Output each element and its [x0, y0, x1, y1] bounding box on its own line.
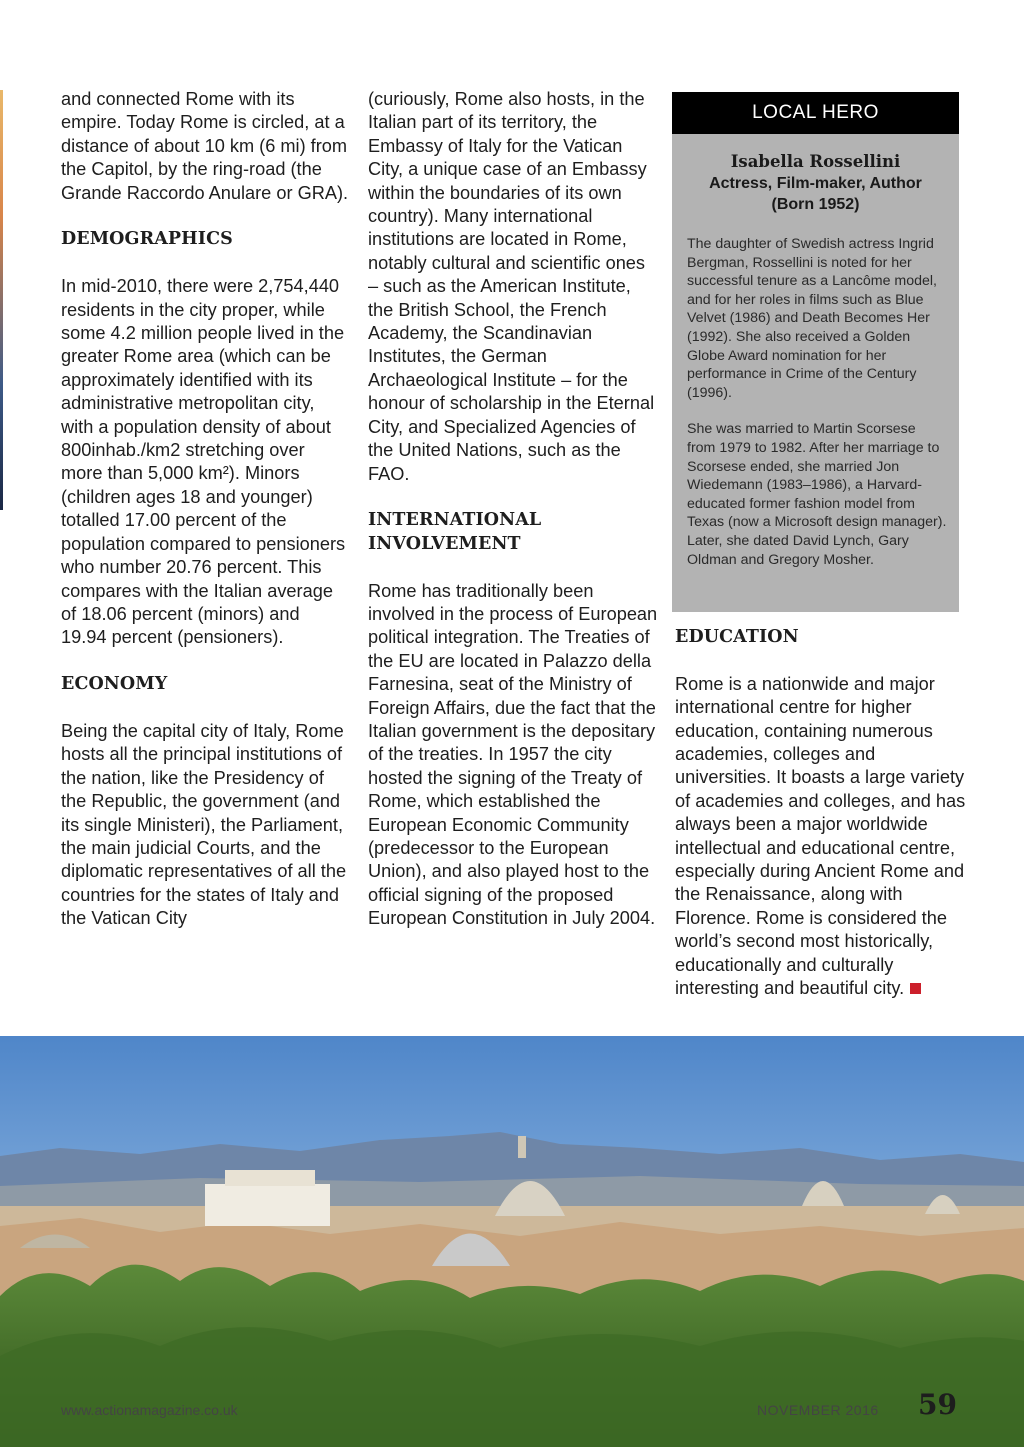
education-heading: EDUCATION	[675, 627, 799, 647]
international-heading: INTERNATIONAL INVOLVEMENT	[368, 510, 542, 554]
sidebar-paragraph-2: She was married to Martin Scorsese from 1979 to 1982. After her marriage to Scorsese ended, she married Jon Wiedemann (1983–1986), a Harvard-educated former fashion model from Texas (now a Microsoft design manager). Later, she dated David Lynch, Gary Oldman and Gregory Mosher.	[687, 421, 947, 568]
rome-skyline-photo	[0, 1036, 1024, 1447]
sidebar-name: Isabella Rossellini	[730, 152, 901, 171]
footer-url: www.actionamagazine.co.uk	[61, 1402, 238, 1418]
economy-heading: ECONOMY	[61, 674, 168, 695]
page-number: 59	[918, 1388, 957, 1421]
column-2	[368, 88, 660, 954]
demographics-heading: DEMOGRAPHICS	[61, 229, 233, 250]
footer-date: NOVEMBER 2016	[757, 1402, 879, 1418]
column-3	[675, 626, 970, 1024]
education-text-body: Rome is a nationwide and major international centre for higher education, containing numerous academies, colleges and universities. It boasts a large variety of academies and colleges, and has always been a major worldwide intellectual and educational centre, especially during Ancient Rome and the Renaissance, along with Florence. Rome is considered the world’s second most historically, educationally and culturally interesting and beautiful city.	[675, 673, 966, 999]
end-mark-icon	[910, 983, 921, 994]
demographics-text: In mid-2010, there were 2,754,440 residents in the city proper, while some 4.2 million people lived in the greater Rome area (which can be approximately identified with its administrative metropolitan city, with a population density of about 800inhab./km2 stretching over more than 5,000 km²). Minors (children ages 18 and younger) totalled 17.00 percent of the population compared to pensioners who number 20.76 percent. This compares with the Italian average of 18.06 percent (minors) and 19.94 percent (pensioners).	[61, 276, 346, 648]
education-text	[675, 673, 970, 1001]
sidebar-header: LOCAL HERO	[672, 92, 959, 134]
sidebar-role: Actress, Film-maker, Author	[709, 175, 922, 192]
sidebar-born: (Born 1952)	[771, 196, 860, 213]
column-1	[61, 88, 349, 954]
column1-intro: and connected Rome with its empire. Today Rome is circled, at a distance of about 10 km (6 mi) from the Capitol, by the ring-road (the Grande Raccordo Anulare or GRA).	[61, 89, 349, 203]
column2-intro: (curiously, Rome also hosts, in the Italian part of its territory, the Embassy of Italy for the Vatican City, a unique case of an Embassy within the boundaries of its own country). Many international institutions are located in Rome, notably cultural and scientific ones – such as the American Institute, the British School, the French Academy, the Scandinavian Institutes, the German Archaeological Institute – for the honour of scholarship in the Eternal City, and Specialized Agencies of the United Nations, such as the FAO.	[368, 89, 655, 484]
international-text: Rome has traditionally been involved in the process of European political integration. The Treaties of the EU are located in Palazzo della Farnesina, seat of the Ministry of Foreign Affairs, due the fact that the Italian government is the depositary of the treaties. In 1957 the city hosted the signing of the Treaty of Rome, which established the European Economic Community (predecessor to the European Union), and also played host to the official signing of the proposed European Constitution in July 2004.	[368, 580, 658, 929]
left-edge-image-strip	[0, 90, 3, 510]
economy-text: Being the capital city of Italy, Rome hosts all the principal institutions of the nation, like the Presidency of the Republic, the government (and its single Ministeri), the Parliament, the main judicial Courts, and the diplomatic representatives of all the countries for the states of Italy and the Vatican City	[61, 720, 347, 929]
local-hero-sidebar	[672, 92, 959, 612]
sidebar-paragraph-1: The daughter of Swedish actress Ingrid Bergman, Rossellini is noted for her successful tenure as a Lancôme model, and for her roles in films such as Blue Velvet (1986) and Death Becomes Her (1992). She also received a Golden Globe Award nomination for her performance in Crime of the Century (1996).	[687, 236, 937, 401]
